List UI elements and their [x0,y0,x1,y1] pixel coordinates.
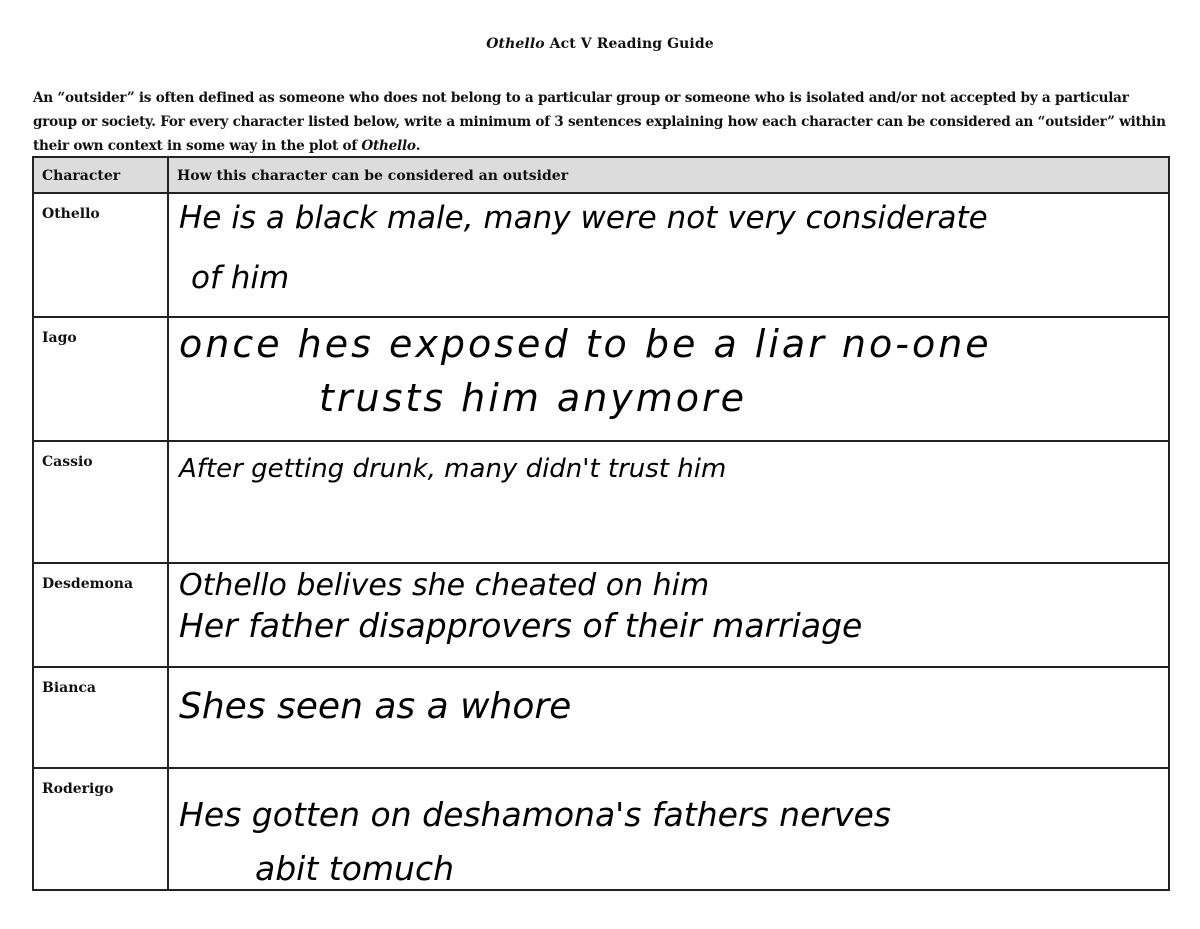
document-title [0,36,1200,52]
table-row [33,441,1169,563]
answer-line: Her father disapprovers of their marriage [179,606,863,645]
answer-line: Shes seen as a whore [179,686,572,727]
answer-cell[interactable] [168,317,1169,441]
answer-line: He is a black male, many were not very considerate [179,200,988,236]
table-row [33,317,1169,441]
answer-cell[interactable] [168,193,1169,317]
answer-cell[interactable] [168,667,1169,768]
answer-line: After getting drunk, many didn't trust him [179,454,727,484]
instructions-end: . [415,138,421,154]
header-outsider-explanation: How this character can be considered an outsider [168,157,1169,193]
answer-line: once hes exposed to be a liar no-one [179,322,992,366]
instructions-paragraph [33,86,1173,158]
table-row [33,667,1169,768]
character-name: Cassio [33,441,168,563]
instructions-text: An “outsider” is often defined as someone who does not belong to a particular group or someone who is isolated and/or not accepted by a particular group or society. For every character listed below, write a minimum of 3 sentences explaining how each character can be considered an “outsider” within their own context in some way in the plot of [33,90,1166,154]
character-name: Roderigo [33,768,168,890]
table-row [33,193,1169,317]
outsider-table [32,156,1170,891]
table-row [33,563,1169,667]
table-header-row [33,157,1169,193]
answer-line: abit tomuch [255,849,455,888]
answer-line: Othello belives she cheated on him [179,568,710,603]
character-name: Desdemona [33,563,168,667]
table-row [33,768,1169,890]
header-character: Character [33,157,168,193]
answer-cell[interactable] [168,441,1169,563]
title-suffix: Act V Reading Guide [544,36,714,52]
instructions-play-name: Othello [361,138,416,154]
answer-line: of him [191,260,290,296]
answer-line: trusts him anymore [319,376,748,420]
character-name: Bianca [33,667,168,768]
answer-line: Hes gotten on deshamona's fathers nerves [179,795,891,834]
character-name: Iago [33,317,168,441]
answer-cell[interactable] [168,768,1169,890]
answer-cell[interactable] [168,563,1169,667]
character-name: Othello [33,193,168,317]
title-play-name: Othello [486,36,545,52]
